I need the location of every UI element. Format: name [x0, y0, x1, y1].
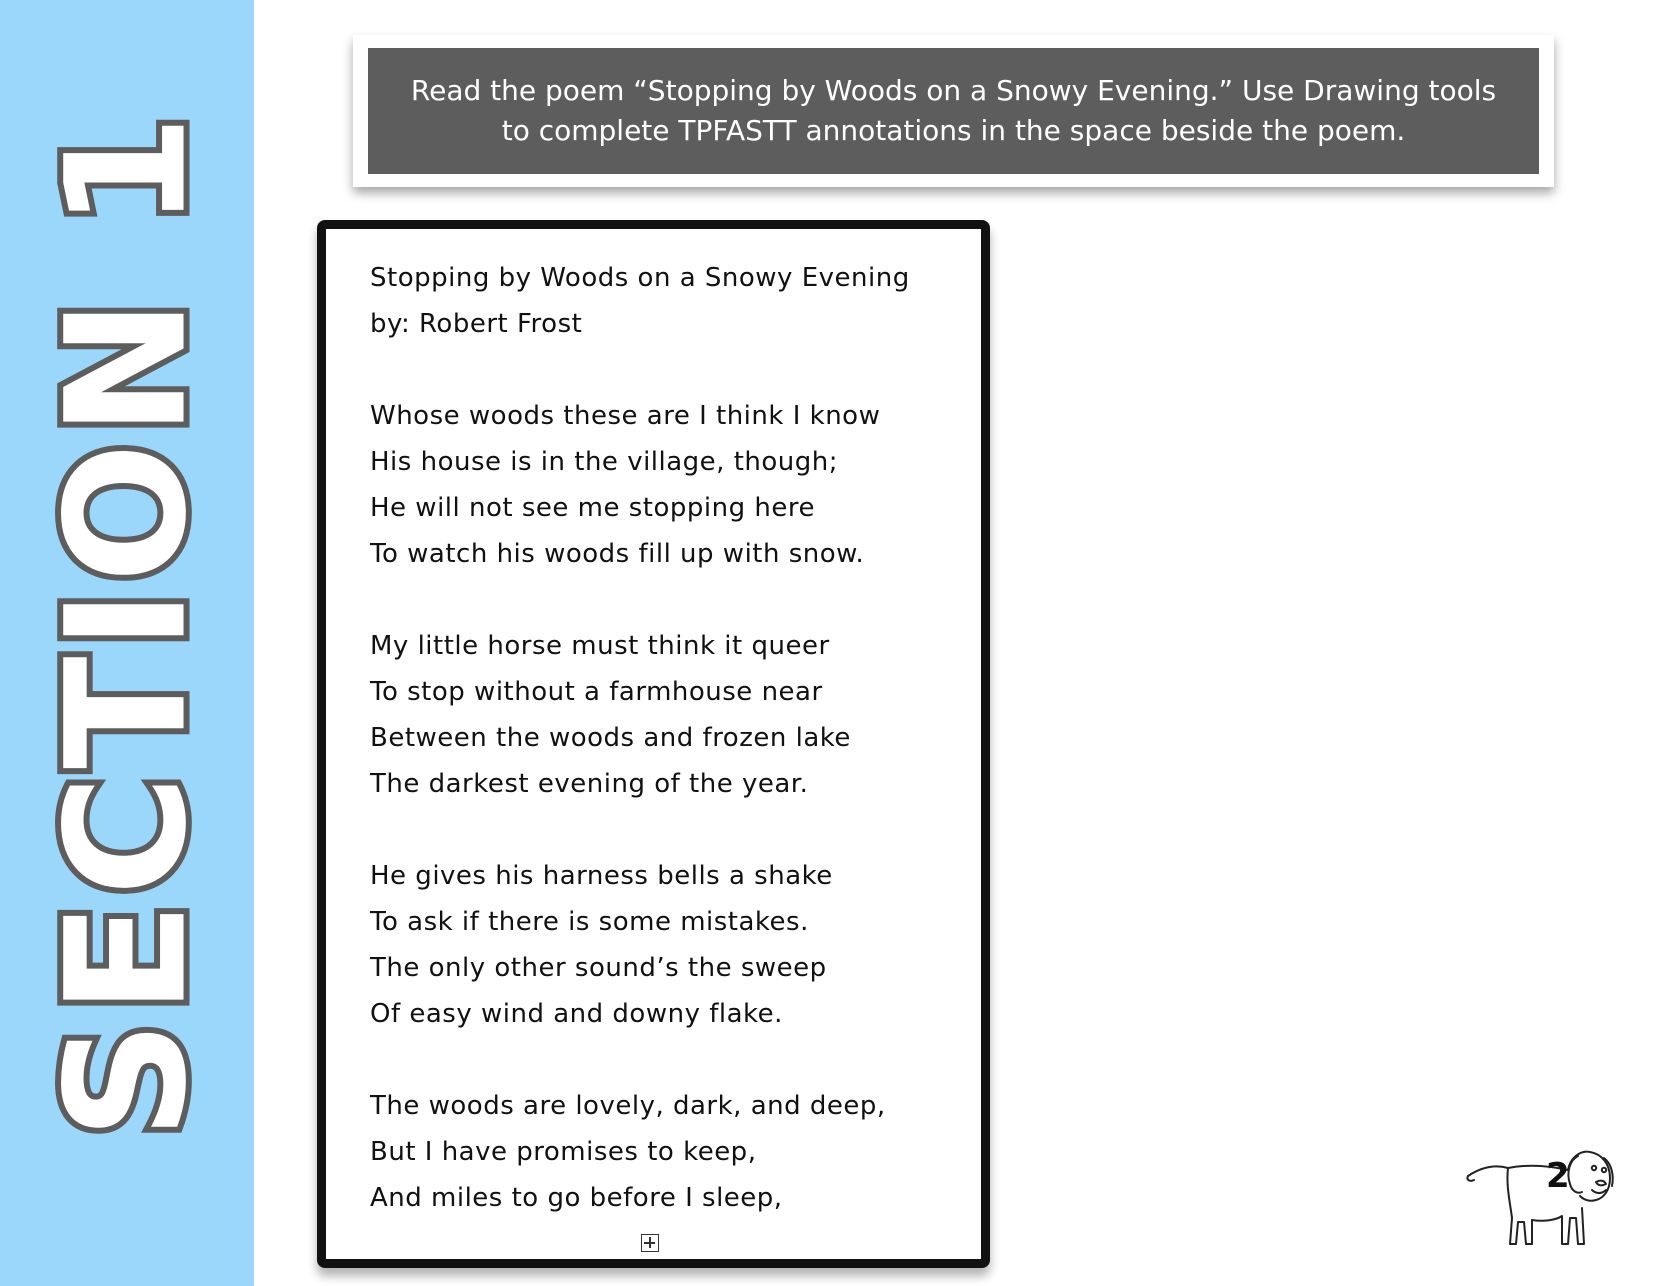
poem-title: Stopping by Woods on a Snowy Evening [370, 263, 910, 293]
poem-line: The woods are lovely, dark, and deep, [370, 1091, 886, 1121]
poem-line: To stop without a farmhouse near [370, 677, 823, 707]
poem-line: To ask if there is some mistakes. [370, 907, 809, 937]
poem-line: But I have promises to keep, [370, 1137, 757, 1167]
poem-line: Of easy wind and downy flake. [370, 999, 783, 1029]
poem-line: His house is in the village, though; [370, 447, 839, 477]
poem-line: The only other sound’s the sweep [370, 953, 827, 983]
instruction-text: Read the poem “Stopping by Woods on a Snowy Evening.” Use Drawing tools to complete TPFASTT annotations in the space beside the poem. [410, 74, 1497, 147]
section-title: SECTION 1 [30, 108, 223, 1140]
dog-icon [1466, 1146, 1616, 1250]
instruction-banner [353, 35, 1554, 187]
poem-text [370, 255, 970, 1221]
poem-author: by: Robert Frost [370, 309, 583, 339]
expand-icon[interactable] [641, 1234, 659, 1252]
page-number: 2 [1546, 1156, 1570, 1196]
section-sidebar [0, 0, 254, 1286]
poem-line: He will not see me stopping here [370, 493, 815, 523]
poem-line: My little horse must think it queer [370, 631, 830, 661]
poem-line: The darkest evening of the year. [370, 769, 809, 799]
poem-line: Between the woods and frozen lake [370, 723, 851, 753]
poem-line: He gives his harness bells a shake [370, 861, 833, 891]
poem-line: And miles to go before I sleep, [370, 1183, 783, 1213]
poem-frame[interactable] [317, 220, 990, 1268]
poem-line: Whose woods these are I think I know [370, 401, 881, 431]
poem-line: To watch his woods fill up with snow. [370, 539, 865, 569]
instruction-box [368, 48, 1539, 174]
